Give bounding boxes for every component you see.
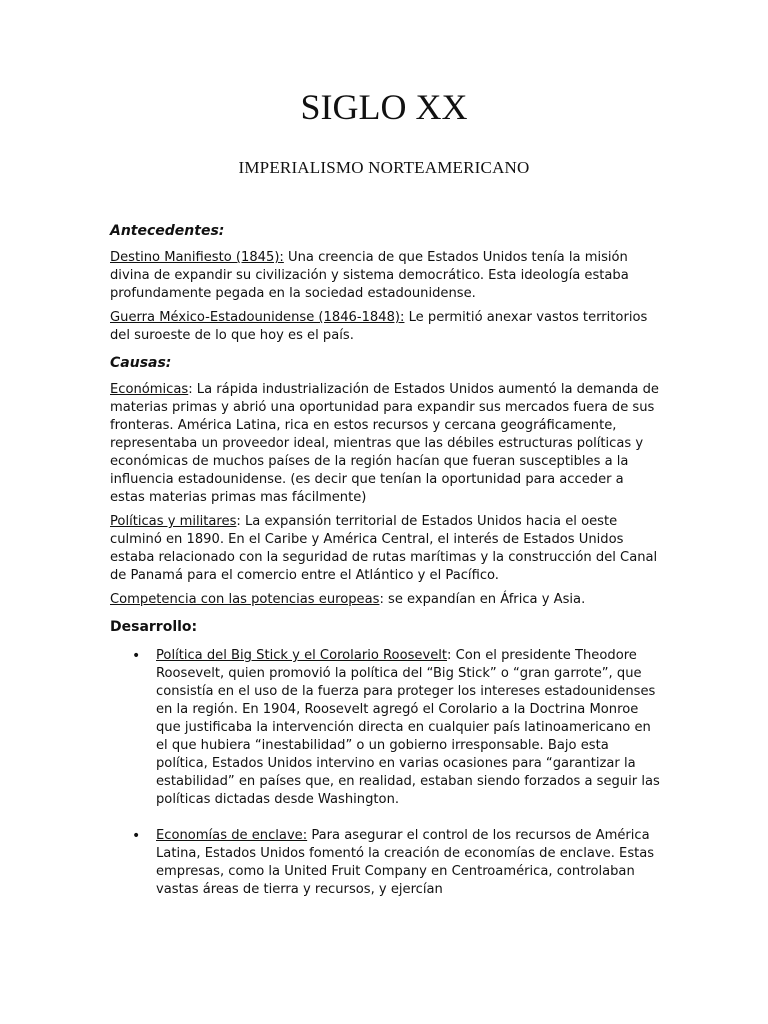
paragraph-term: Económicas [110,382,189,397]
causas-heading: Causas: [110,355,172,371]
causas-paragraph [110,381,660,507]
list-item [110,647,660,809]
page-subtitle: IMPERIALISMO NORTEAMERICANO [238,158,530,177]
paragraph-term: Destino Manifiesto (1845): [110,250,284,265]
antecedentes-paragraph [110,249,660,303]
list-item-term: Política del Big Stick y el Corolario Roosevelt [156,648,448,663]
antecedentes-heading: Antecedentes: [110,223,225,239]
antecedentes-paragraph [110,309,660,345]
desarrollo-list [110,647,660,899]
paragraph-term: Competencia con las potencias europeas [110,592,380,607]
list-item-term: Economías de enclave: [156,828,308,843]
paragraph-text: : La expansión territorial de Estados Unidos hacia el oeste culminó en 1890. En el Caribe y América Central, el interés de Estados Unidos estaba relacionado con la seguridad de rutas marítimas y la construcción del Canal de Panamá para el comercio entre el Atlántico y el Pacífico. [110,514,658,583]
list-item [110,827,660,899]
paragraph-term: Guerra México-Estadounidense (1846-1848): [110,310,405,325]
desarrollo-heading: Desarrollo: [110,619,198,635]
list-item-text: : Con el presidente Theodore Roosevelt, quien promovió la política del “Big Stick” o “gran garrote”, que consistía en el uso de la fuerza para proteger los intereses estadounidenses en la región. En 1904, Roosevelt agregó el Corolario a la Doctrina Monroe que justificaba la intervención directa en cualquier país latinoamericano en el que hubiera “inestabilidad” o un gobierno irresponsable. Bajo esta política, Estados Unidos intervino en varias ocasiones para “garantizar la estabilidad” en países que, en realidad, estaban siendo forzados a seguir las políticas dictadas desde Washington. [156,648,660,807]
page-title: SIGLO XX [300,87,468,127]
causas-paragraph [110,591,660,609]
bullet-icon: • [132,648,141,664]
paragraph-term: Políticas y militares [110,514,237,529]
paragraph-text: Una creencia de que Estados Unidos tenía la misión divina de expandir su civilización y sistema democrático. Esta ideología estaba profundamente pegada en la sociedad estadounidense. [110,250,629,301]
document-body [110,222,660,917]
list-item-text: Para asegurar el control de los recursos de América Latina, Estados Unidos fomentó la creación de economías de enclave. Estas empresas, como la United Fruit Company en Centroamérica, controlaban vastas áreas de tierra y recursos, y ejercían [156,828,655,897]
bullet-icon: • [132,828,141,844]
causas-paragraph [110,513,660,585]
paragraph-text: Le permitió anexar vastos territorios del suroeste de lo que hoy es el país. [110,310,648,343]
paragraph-text: : se expandían en África y Asia. [379,592,586,607]
paragraph-text: : La rápida industrialización de Estados Unidos aumentó la demanda de materias primas y abrió una oportunidad para expandir sus mercados fuera de sus fronteras. América Latina, rica en estos recursos y cercana geográficamente, representaba un proveedor ideal, mientras que las débiles estructuras políticas y económicas de muchos países de la región hacían que fueran susceptibles a la influencia estadounidense. (es decir que tenían la oportunidad para acceder a estas materias primas mas fácilmente) [110,382,659,505]
